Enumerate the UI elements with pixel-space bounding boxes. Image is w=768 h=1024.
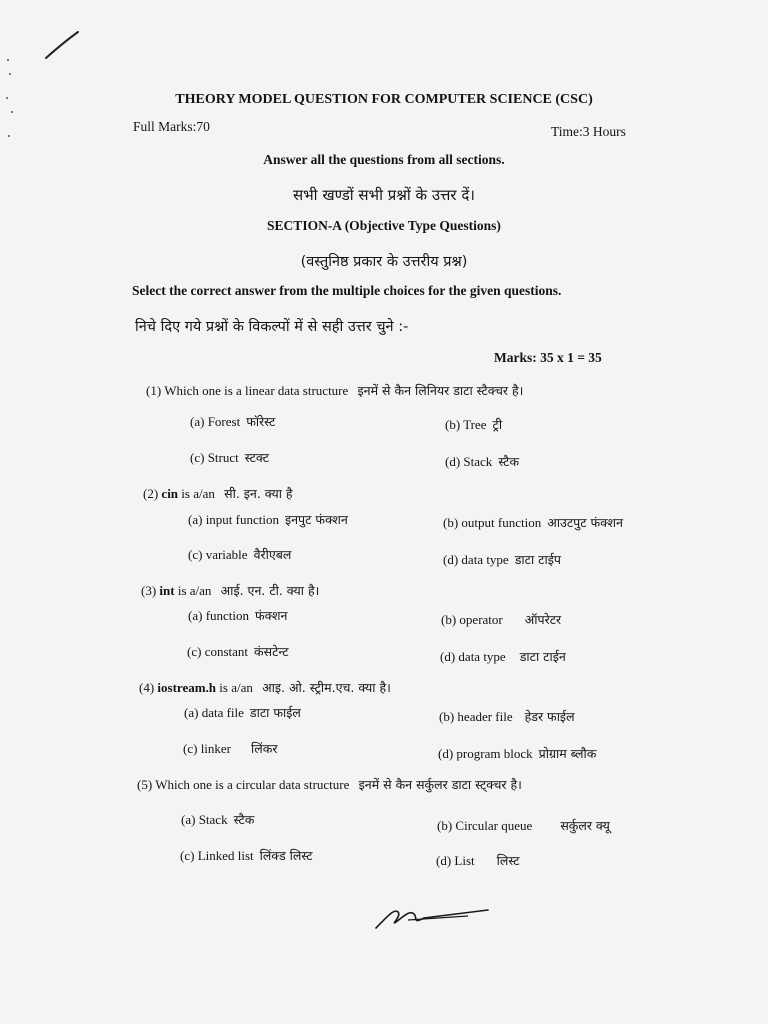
- q3-option-b: (b) operator ऑपरेटर: [441, 612, 562, 627]
- q2-option-a: (a) input function इनपुट फंक्शन: [188, 512, 348, 527]
- q5-option-c: (c) Linked list लिंक्ड लिस्ट: [180, 848, 313, 863]
- section-title-hindi: (वस्तुनिष्ठ प्रकार के उत्तरीय प्रश्न): [300, 254, 468, 270]
- full-marks: Full Marks:70: [133, 119, 210, 134]
- question-3: [141, 582, 319, 599]
- question-text-hindi: इनमें से कैन सर्कुलर डाटा स्ट्क्चर है।: [358, 777, 522, 792]
- question-text-hindi: आई. एन. टी. क्या है।: [220, 583, 320, 598]
- q3-option-d: (d) data type डाटा टाईन: [440, 649, 566, 664]
- pen-stroke-mark: [42, 26, 102, 66]
- q1-option-c: (c) Struct स्टक्ट: [190, 450, 270, 465]
- instruction-english: Answer all the questions from all sections.: [263, 152, 505, 167]
- q2-option-c: (c) variable वैरीएबल: [188, 547, 292, 562]
- question-2: [143, 485, 293, 502]
- q2-option-d: (d) data type डाटा टाईप: [443, 552, 561, 567]
- instruction-hindi: सभी खण्डों सभी प्रश्नों के उत्तर दें।: [293, 186, 475, 204]
- q5-option-d: (d) List लिस्ट: [436, 853, 520, 868]
- question-number: (2): [143, 486, 159, 501]
- q4-option-a: (a) data file डाटा फाईल: [184, 705, 301, 720]
- question-4: [139, 679, 391, 696]
- q5-option-a: (a) Stack स्टैक: [181, 812, 255, 827]
- q1-option-d: (d) Stack स्टैक: [445, 454, 520, 469]
- select-instruction-english: Select the correct answer from the multiple choices for the given questions.: [132, 283, 562, 298]
- question-number: (5): [137, 777, 153, 792]
- question-text: Which one is a circular data structure: [155, 777, 350, 792]
- question-number: (1): [146, 383, 162, 398]
- question-number: (4): [139, 680, 155, 695]
- question-text: is a/an: [181, 486, 215, 501]
- question-text: is a/an: [177, 583, 212, 598]
- question-text: Which one is a linear data structure: [164, 383, 349, 398]
- question-number: (3): [141, 583, 157, 598]
- question-text-hindi: इनमें से कैन लिनियर डाटा स्टैक्चर है।: [357, 383, 524, 398]
- exam-title: THEORY MODEL QUESTION FOR COMPUTER SCIENCE (CSC): [175, 92, 593, 107]
- question-text-hindi: सी. इन. क्या है: [224, 486, 293, 501]
- marks-summary: Marks: 35 x 1 = 35: [494, 350, 602, 365]
- q4-option-c: (c) linker लिंकर: [183, 741, 278, 756]
- question-text-hindi: आइ. ओ. स्ट्रीम.एच. क्या है।: [262, 680, 391, 695]
- q5-option-b: (b) Circular queue सर्कुलर क्यू: [437, 818, 610, 833]
- q3-option-a: (a) function फंक्शन: [188, 608, 288, 623]
- question-keyword: iostream.h: [157, 680, 217, 695]
- select-instruction-hindi: निचे दिए गये प्रश्नों के विकल्पों में से सही उत्तर चुने :-: [135, 319, 409, 335]
- q2-option-b: (b) output function आउटपुट फंक्शन: [443, 515, 623, 530]
- q3-option-c: (c) constant कंसटेन्ट: [187, 644, 289, 659]
- question-text: is a/an: [219, 680, 253, 695]
- q4-option-d: (d) program block प्रोग्राम ब्लौक: [438, 746, 597, 761]
- question-keyword: int: [159, 583, 175, 598]
- time-limit: Time:3 Hours: [551, 124, 626, 139]
- question-keyword: cin: [161, 486, 179, 501]
- section-title: SECTION-A (Objective Type Questions): [267, 218, 501, 233]
- question-5: [137, 776, 522, 793]
- q1-option-a: (a) Forest फॉरेस्ट: [190, 414, 276, 429]
- signature-mark: [368, 898, 498, 938]
- q4-option-b: (b) header file हेडर फाईल: [439, 709, 575, 724]
- q1-option-b: (b) Tree ट्री: [445, 417, 503, 432]
- question-1: [146, 382, 523, 399]
